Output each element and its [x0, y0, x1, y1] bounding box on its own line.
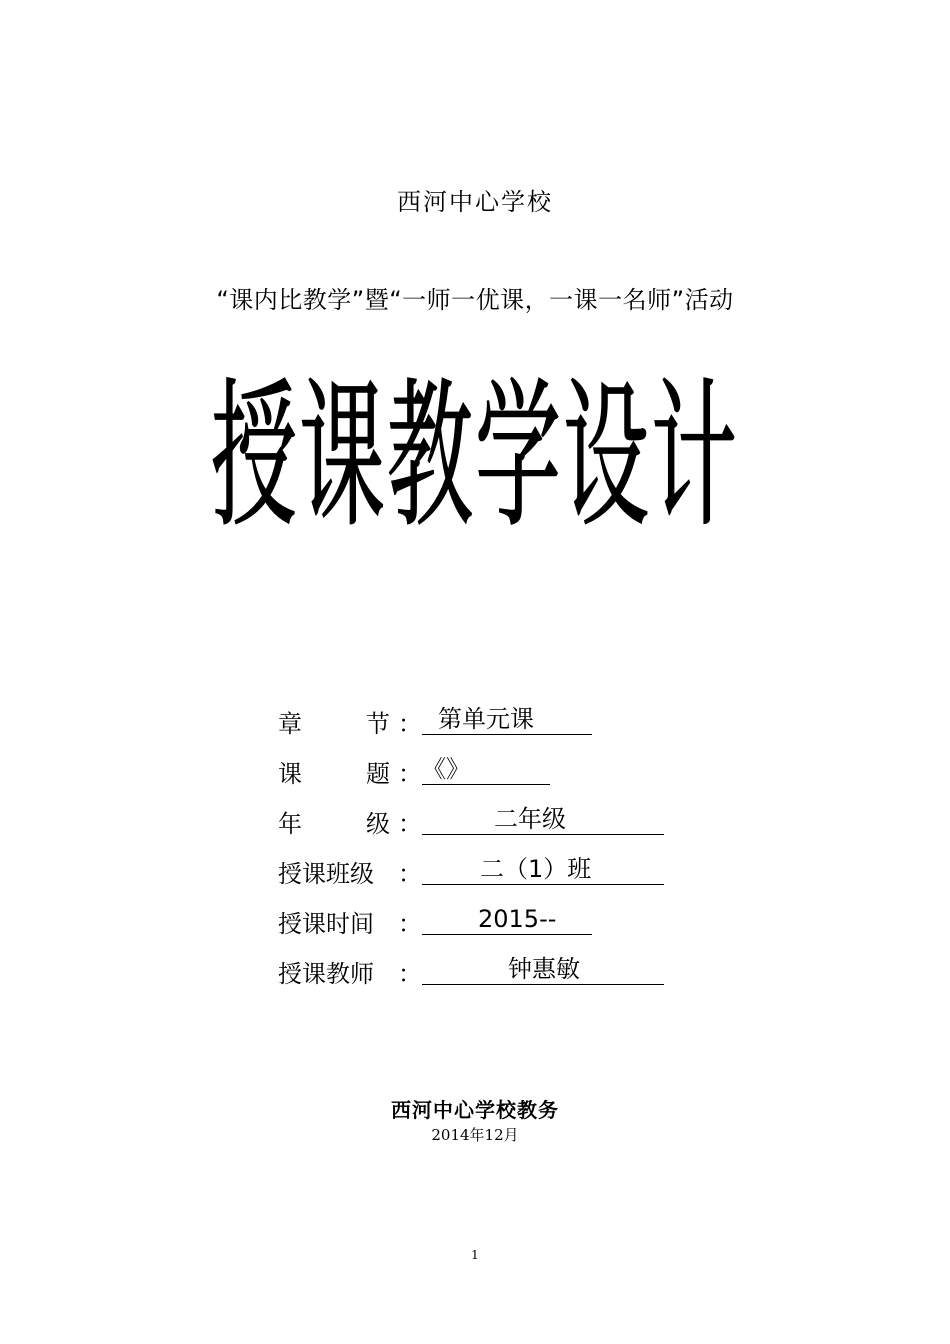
field-teacher [278, 950, 698, 1000]
field-topic-colon: ： [398, 760, 422, 788]
field-class [278, 850, 698, 900]
field-topic-label-a: 课 [278, 760, 302, 788]
field-chapter-colon: ： [398, 710, 422, 738]
info-fields [278, 700, 698, 1000]
footer-date: 2014年12月 [431, 1126, 519, 1144]
field-class-colon: ： [398, 860, 422, 888]
field-class-label-text: 授课班级 [278, 860, 374, 888]
field-class-value-text: 二（1）班 [480, 855, 592, 883]
field-grade-colon: ： [398, 810, 422, 838]
field-topic-value [422, 754, 550, 785]
field-grade-label-a: 年 [278, 810, 302, 838]
field-topic-value-text: 《》 [422, 755, 470, 783]
field-teacher-value-text: 钟惠敏 [508, 955, 580, 983]
field-topic [278, 750, 698, 800]
field-grade [278, 800, 698, 850]
field-chapter-label-a: 章 [278, 710, 302, 738]
main-title-text: 授课教学设计 [211, 365, 739, 551]
field-class-value [422, 854, 664, 885]
activity-title: “课内比教学”暨“一师一优课，一课一名师”活动 [216, 286, 734, 314]
field-chapter-label-b: 节 [366, 710, 390, 738]
footer-organization: 西河中心学校教务 [391, 1098, 559, 1122]
main-title [0, 365, 950, 551]
field-time-colon: ： [398, 910, 422, 938]
field-chapter [278, 700, 698, 750]
field-chapter-value [422, 704, 592, 735]
field-chapter-value-text: 第单元课 [438, 705, 534, 733]
field-topic-label-b: 题 [366, 760, 390, 788]
field-teacher-colon: ： [398, 960, 422, 988]
field-teacher-value [422, 954, 664, 985]
field-grade-label-b: 级 [366, 810, 390, 838]
field-grade-value [422, 804, 664, 835]
page-number: 1 [471, 1248, 479, 1262]
field-time [278, 900, 698, 950]
field-time-value-text: 2015-- [478, 905, 557, 933]
school-name: 西河中心学校 [397, 188, 553, 216]
field-time-label-text: 授课时间 [278, 910, 374, 938]
field-grade-value-text: 二年级 [494, 805, 566, 833]
field-time-value [422, 904, 592, 935]
field-teacher-label-text: 授课教师 [278, 960, 374, 988]
